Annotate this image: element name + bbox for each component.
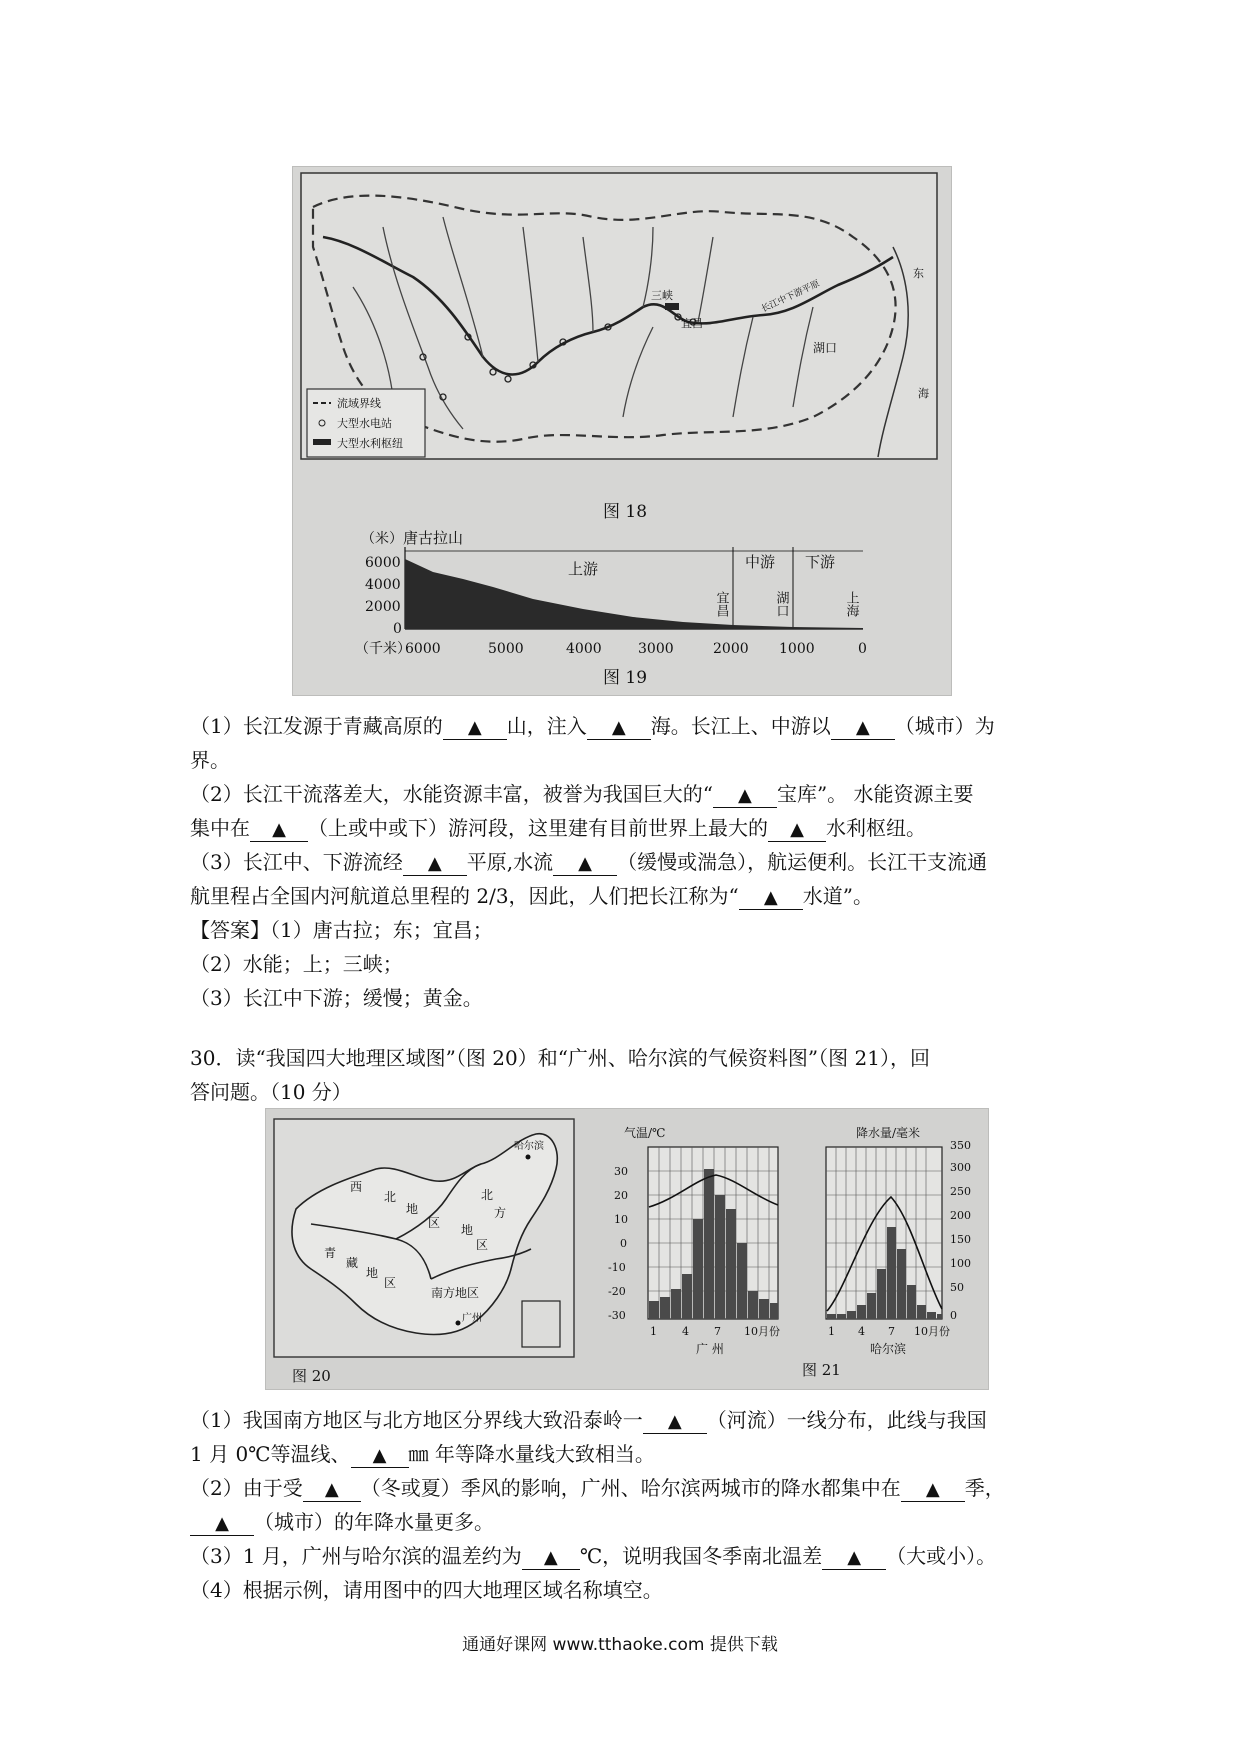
precip-tick-250: 250 [950,1185,971,1198]
month-4: 4 [682,1325,689,1338]
precip-tick-150: 150 [950,1233,971,1246]
temp-axis-label: 气温/℃ [624,1126,666,1140]
city-hukou: 湖口 [773,591,789,617]
region-south: 南方地区 [431,1286,480,1300]
blank-mark: ▲ [790,819,804,840]
x-tick-2000: 2000 [713,641,749,657]
q29-part1-line2: 界。 [190,748,230,772]
q29-p3-text-b: 平原,水流 [466,850,554,874]
answer-blank[interactable] [831,715,895,740]
answer-blank[interactable] [822,1545,886,1570]
region-char-qu3: 区 [476,1238,489,1252]
answer-blank[interactable] [403,851,467,876]
answer-blank[interactable] [351,1443,409,1468]
q30-p3-text-b: ℃，说明我国冬季南北温差 [579,1544,823,1568]
q29-p2-text-e: 水利枢纽。 [826,816,926,840]
q29-p2-text-d: （上或中或下）游河段，这里建有目前世界上最大的 [308,816,768,840]
month-10: 10月份 [744,1325,780,1338]
q30-p3-text-c: （大或小）。 [886,1544,997,1568]
yangtze-profile-chart [355,529,867,657]
blank-mark: ▲ [667,1411,682,1432]
x-tick-6000: 6000 [405,641,441,657]
y-tick-4000: 4000 [365,577,401,593]
y-tick-0: 0 [393,621,402,637]
month-7-h: 7 [888,1325,895,1338]
q30-p2-text-c: 季， [964,1476,1005,1500]
precip-tick-350: 350 [950,1139,971,1152]
precip-tick-100: 100 [950,1257,971,1270]
region-char-qing: 青 [324,1246,337,1260]
q30-stem-line1: 30．读“我国四大地理区域图”（图 20）和“广州、哈尔滨的气候资料图”（图 21），回 [190,1046,930,1070]
month-4-h: 4 [858,1325,865,1338]
y-tick-6000: 6000 [365,555,401,571]
q30-part2-line2 [190,1506,494,1536]
answer-blank[interactable] [522,1545,580,1570]
q30-p1-text-b: （河流）一线分布，此线与我国 [706,1408,987,1432]
figure-21-caption: 图 21 [802,1361,841,1379]
x-tick-5000: 5000 [488,641,524,657]
blank-mark: ▲ [372,1445,387,1466]
month-1: 1 [650,1325,657,1338]
q29-p3-text-e: 水道”。 [802,884,874,908]
q29-answer-1: 【答案】（1）唐古拉；东；宜昌； [190,918,493,942]
region-char-qu2: 区 [384,1276,397,1290]
q30-p2-text-a: （2）由于受 [190,1476,303,1500]
climate-chart-harbin [826,1125,971,1356]
region-char-zang: 藏 [346,1256,359,1270]
q29-answer-3: （3）长江中下游；缓慢；黄金。 [190,986,483,1010]
month-7: 7 [714,1325,721,1338]
region-char-di: 地 [406,1202,419,1216]
profile-unit-x: （千米） [355,641,411,657]
blank-mark: ▲ [215,1513,229,1534]
blank-mark: ▲ [738,785,752,806]
section-lower: 下游 [805,553,836,571]
precip-tick-0: 0 [950,1309,957,1322]
label-sea: 海 [918,387,929,400]
q30-p1-text-a: （1）我国南方地区与北方地区分界线大致沿泰岭一 [190,1408,643,1432]
region-char-bei2: 北 [481,1188,494,1202]
q29-p3-text-d: 航里程占全国内河航道总里程的 2/3，因此，人们把长江称为“ [190,884,739,908]
map-legend [307,389,425,457]
blank-mark: ▲ [427,853,442,874]
blank-mark: ▲ [324,1479,339,1500]
temp-tick-20: 20 [614,1189,628,1202]
q29-part2-line1 [190,778,974,808]
q29-part2-line2 [190,812,926,842]
label-yichang: 宜昌 [681,317,703,330]
label-east: 东 [913,267,924,280]
q29-part3-line1 [190,846,987,876]
q29-p2-text-b: 宝库”。 水能资源主要 [776,782,974,806]
q30-stem-line2: 答问题。（10 分） [190,1080,352,1104]
blank-mark: ▲ [763,887,778,908]
climate-chart-guangzhou [608,1125,780,1356]
city-harbin-map: 哈尔滨 [514,1141,544,1152]
precip-tick-50: 50 [950,1281,964,1294]
q29-answer-2: （2）水能；上；三峡； [190,952,403,976]
answer-blank[interactable] [443,715,507,740]
x-tick-1000: 1000 [779,641,815,657]
q29-p3-text-a: （3）长江中、下游流经 [190,850,403,874]
legend-hydro: 大型水电站 [337,417,392,430]
q30-p2-text-d: （城市）的年降水量更多。 [254,1510,494,1534]
temp-tick-neg10: -10 [608,1261,626,1274]
x-tick-3000: 3000 [638,641,674,657]
figure-18-19-photo [292,166,952,696]
q30-part3 [190,1540,996,1570]
month-10-h: 10月份 [914,1325,950,1338]
figure-18-caption: 图 18 [603,502,648,522]
month-1-h: 1 [828,1325,835,1338]
q30-part4: （4）根据示例，请用图中的四大地理区域名称填空。 [190,1578,663,1602]
answer-blank[interactable] [713,783,777,808]
legend-boundary: 流域界线 [337,397,381,410]
q30-p1-text-c: 1 月 0℃等温线、 [190,1442,351,1466]
blank-mark: ▲ [543,1547,558,1568]
answer-blank[interactable] [587,715,651,740]
q30-p2-text-b: （冬或夏）季风的影响，广州、哈尔滨两城市的降水都集中在 [360,1476,901,1500]
precip-axis-label: 降水量/毫米 [856,1126,921,1140]
answer-blank[interactable] [643,1409,707,1434]
blank-mark: ▲ [925,1479,940,1500]
region-char-fang: 方 [494,1206,507,1220]
city-shanghai: 上海 [843,591,859,617]
q29-p2-text-c: 集中在 [190,816,250,840]
label-sanxia: 三峡 [651,289,673,302]
yangtze-map-and-profile [293,167,951,695]
q29-p1-text-b: 山，注入 [506,714,587,738]
city-label-harbin: 哈尔滨 [870,1342,907,1356]
x-tick-0: 0 [858,641,867,657]
q30-p1-text-d: ㎜ 年等降水量线大致相当。 [408,1442,655,1466]
x-tick-4000: 4000 [566,641,602,657]
profile-unit-y: （米） [361,531,403,547]
blank-mark: ▲ [578,853,593,874]
answer-blank[interactable] [901,1477,965,1502]
three-gorges-hub-marker [665,303,679,310]
q29-p3-text-c: （缓慢或湍急），航运便利。长江干支流通 [617,850,988,874]
city-label-guangzhou: 广 州 [696,1342,724,1356]
blank-mark: ▲ [855,717,870,738]
city-guangzhou-map: 广州 [462,1313,482,1324]
q30-part1-line2 [190,1438,655,1468]
temp-tick-10: 10 [614,1213,628,1226]
legend-hub: 大型水利枢纽 [337,437,403,450]
q29-p2-text-a: （2）长江干流落差大，水能资源丰富，被誉为我国巨大的“ [190,782,713,806]
q29-part1-line1 [190,710,995,740]
figure-20-caption: 图 20 [292,1367,331,1385]
answer-blank[interactable] [553,851,617,876]
q30-p3-text-a: （3）1 月，广州与哈尔滨的温差约为 [190,1544,522,1568]
answer-blank[interactable] [250,817,308,842]
temp-tick-neg30: -30 [608,1309,626,1322]
temp-tick-30: 30 [614,1165,628,1178]
blank-mark: ▲ [847,1547,862,1568]
answer-blank[interactable] [768,817,826,842]
section-upper: 上游 [568,560,599,578]
blank-mark: ▲ [272,819,286,840]
region-char-di3: 地 [461,1223,474,1237]
answer-blank[interactable] [739,885,803,910]
answer-blank[interactable] [190,1511,254,1536]
q29-p1-text-c: 海。长江上、中游以 [650,714,831,738]
blank-mark: ▲ [611,717,626,738]
region-char-di2: 地 [366,1266,379,1280]
label-hukou: 湖口 [813,341,838,355]
q30-part1-line1 [190,1404,987,1434]
label-plain: 长江中下游平原 [760,279,822,315]
precip-tick-200: 200 [950,1209,971,1222]
region-char-bei: 北 [384,1190,397,1204]
profile-peak-label: 唐古拉山 [403,529,464,547]
q30-part2-line1 [190,1472,1005,1502]
blank-mark: ▲ [467,717,482,738]
q29-part3-line2 [190,880,873,910]
y-tick-2000: 2000 [365,599,401,615]
section-middle: 中游 [745,553,776,571]
q29-p1-text-a: （1）长江发源于青藏高原的 [190,714,443,738]
regions-and-climate-figure [266,1109,988,1389]
q29-p1-text-d: （城市）为 [894,714,995,738]
temp-tick-0: 0 [620,1237,627,1250]
figure-20-21-photo [265,1108,989,1390]
temp-tick-neg20: -20 [608,1285,626,1298]
region-char-xi: 西 [350,1180,363,1194]
figure-19-caption: 图 19 [603,668,648,688]
precip-tick-300: 300 [950,1161,971,1174]
region-char-qu: 区 [428,1216,441,1230]
page-footer: 通通好课网 www.tthaoke.com 提供下载 [462,1635,778,1655]
answer-blank[interactable] [303,1477,361,1502]
city-yichang: 宜昌 [713,591,729,617]
